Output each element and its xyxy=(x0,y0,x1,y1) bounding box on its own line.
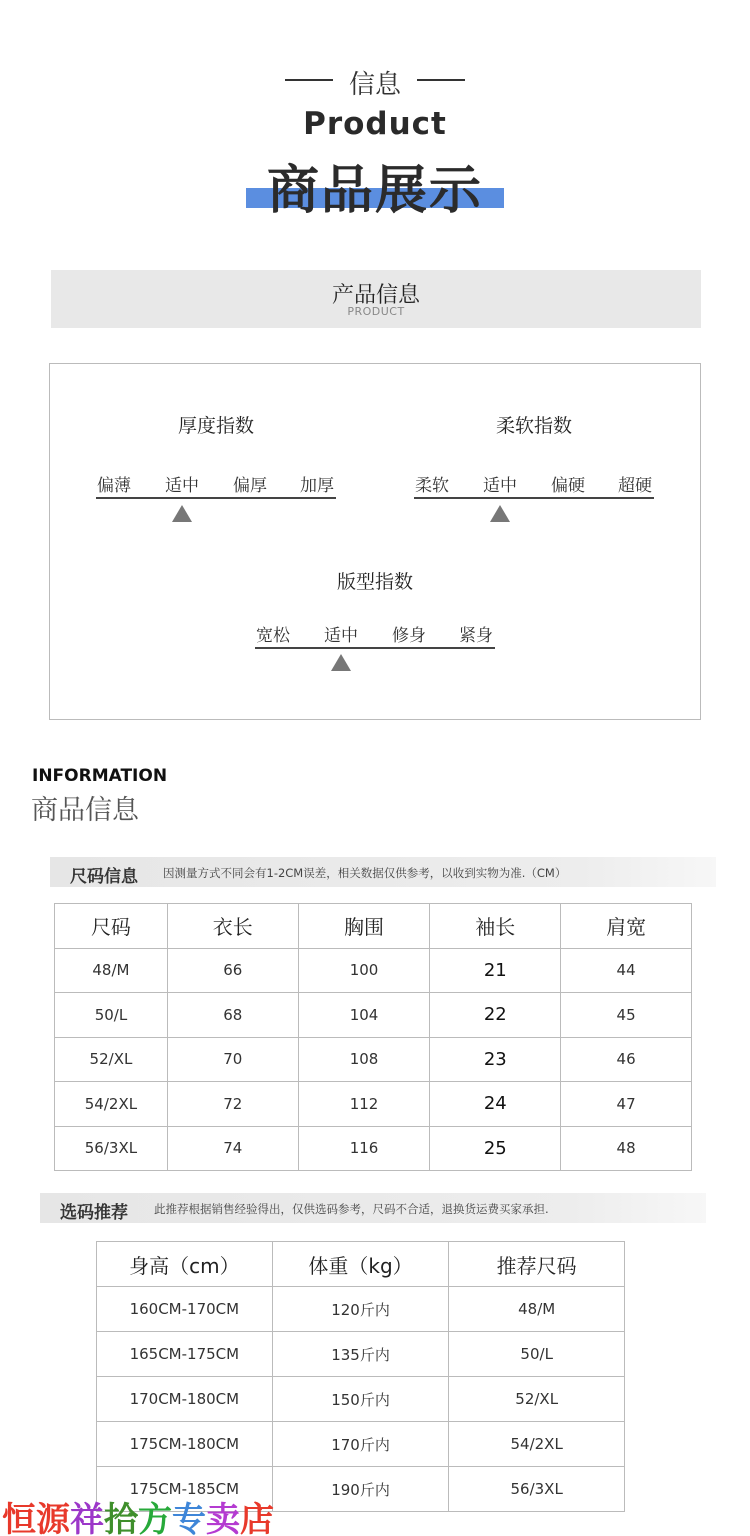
length-cell: 72 xyxy=(167,1082,298,1127)
weight-cell: 170斤内 xyxy=(272,1422,449,1467)
watermark-char: 卖 xyxy=(206,1500,240,1536)
information-english-heading: INFORMATION xyxy=(32,766,168,786)
watermark-char: 源 xyxy=(36,1500,70,1536)
height-cell: 160CM-170CM xyxy=(97,1287,273,1332)
sleeve-cell: 24 xyxy=(430,1082,561,1127)
height-cell: 165CM-175CM xyxy=(97,1332,273,1377)
store-watermark xyxy=(2,1492,274,1536)
weight-cell: 190斤内 xyxy=(272,1467,449,1512)
fit-option: 宽松 xyxy=(256,626,290,646)
softness-option: 柔软 xyxy=(415,476,449,496)
table-row xyxy=(97,1332,625,1377)
recommended-size-cell: 48/M xyxy=(449,1287,625,1332)
chest-cell: 116 xyxy=(298,1126,430,1171)
header-english-title: Product xyxy=(303,106,447,142)
thickness-index-title: 厚度指数 xyxy=(177,415,254,437)
size-cell: 54/2XL xyxy=(55,1082,168,1127)
recommend-table-header-row xyxy=(97,1242,625,1287)
weight-cell: 135斤内 xyxy=(272,1332,449,1377)
recommend-header-cell: 推荐尺码 xyxy=(449,1242,625,1287)
size-table-header-row xyxy=(55,904,692,949)
length-cell: 74 xyxy=(167,1126,298,1171)
banner-subtitle: PRODUCT xyxy=(347,305,405,318)
size-cell: 48/M xyxy=(55,948,168,993)
watermark-char: 恒 xyxy=(2,1500,36,1536)
fit-scale-line xyxy=(255,647,495,649)
size-cell: 50/L xyxy=(55,993,168,1038)
sleeve-cell: 25 xyxy=(430,1126,561,1171)
softness-scale-line xyxy=(414,497,654,499)
recommended-size-cell: 50/L xyxy=(449,1332,625,1377)
length-cell: 66 xyxy=(167,948,298,993)
recommend-note: 此推荐根据销售经验得出，仅供选码参考，尺码不合适，退换货运费买家承担. xyxy=(154,1202,549,1216)
sleeve-cell: 23 xyxy=(430,1037,561,1082)
fit-option: 适中 xyxy=(324,626,358,646)
banner-title: 产品信息 xyxy=(331,283,420,308)
softness-option: 适中 xyxy=(483,476,517,496)
table-row xyxy=(55,1037,692,1082)
watermark-char: 方 xyxy=(138,1500,172,1536)
fit-option: 修身 xyxy=(392,626,426,646)
thickness-marker-icon xyxy=(172,505,192,522)
watermark-char: 拾 xyxy=(104,1500,138,1536)
header-small-title: 信息 xyxy=(348,70,401,100)
size-header-cell: 尺码 xyxy=(55,904,168,949)
fit-index-title: 版型指数 xyxy=(336,571,413,593)
sleeve-cell: 22 xyxy=(430,993,561,1038)
thickness-option: 适中 xyxy=(165,476,199,496)
header-chinese-title: 商品展示 xyxy=(266,161,483,221)
shoulder-cell: 46 xyxy=(561,1037,692,1082)
recommended-size-cell: 54/2XL xyxy=(449,1422,625,1467)
size-cell: 52/XL xyxy=(55,1037,168,1082)
watermark-char: 祥 xyxy=(70,1500,104,1536)
recommend-header-cell: 体重（kg） xyxy=(272,1242,449,1287)
table-row xyxy=(97,1422,625,1467)
shoulder-cell: 47 xyxy=(561,1082,692,1127)
size-info-title: 尺码信息 xyxy=(70,867,138,887)
shoulder-cell: 45 xyxy=(561,993,692,1038)
thickness-scale-line xyxy=(96,497,336,499)
watermark-char: 专 xyxy=(172,1500,206,1536)
recommend-table xyxy=(96,1241,625,1512)
thickness-option: 加厚 xyxy=(300,476,334,496)
product-index-box xyxy=(49,363,701,720)
size-header-cell: 衣长 xyxy=(167,904,298,949)
table-row xyxy=(55,948,692,993)
size-cell: 56/3XL xyxy=(55,1126,168,1171)
weight-cell: 120斤内 xyxy=(272,1287,449,1332)
recommend-title: 选码推荐 xyxy=(60,1203,128,1223)
product-info-banner xyxy=(51,270,701,328)
size-header-cell: 胸围 xyxy=(298,904,430,949)
softness-option: 超硬 xyxy=(618,476,652,496)
size-table xyxy=(54,903,692,1171)
height-cell: 175CM-185CM xyxy=(97,1467,273,1512)
chest-cell: 108 xyxy=(298,1037,430,1082)
softness-option: 偏硬 xyxy=(551,476,585,496)
watermark-char: 店 xyxy=(240,1500,274,1536)
recommended-size-cell: 52/XL xyxy=(449,1377,625,1422)
sleeve-cell: 21 xyxy=(430,948,561,993)
information-chinese-heading: 商品信息 xyxy=(31,795,139,826)
thickness-option: 偏厚 xyxy=(233,476,267,496)
table-row xyxy=(55,1126,692,1171)
length-cell: 70 xyxy=(167,1037,298,1082)
height-cell: 175CM-180CM xyxy=(97,1422,273,1467)
table-row xyxy=(97,1287,625,1332)
shoulder-cell: 44 xyxy=(561,948,692,993)
table-row xyxy=(55,1082,692,1127)
recommend-header-cell: 身高（cm） xyxy=(97,1242,273,1287)
length-cell: 68 xyxy=(167,993,298,1038)
table-row xyxy=(55,993,692,1038)
chest-cell: 100 xyxy=(298,948,430,993)
size-header-cell: 肩宽 xyxy=(561,904,692,949)
softness-marker-icon xyxy=(490,505,510,522)
shoulder-cell: 48 xyxy=(561,1126,692,1171)
size-header-cell: 袖长 xyxy=(430,904,561,949)
size-info-note: 因测量方式不同会有1-2CM误差，相关数据仅供参考，以收到实物为准.（CM） xyxy=(163,866,567,880)
fit-marker-icon xyxy=(331,654,351,671)
fit-option: 紧身 xyxy=(459,626,493,646)
table-row xyxy=(97,1377,625,1422)
chest-cell: 104 xyxy=(298,993,430,1038)
softness-index-title: 柔软指数 xyxy=(495,415,572,437)
recommended-size-cell: 56/3XL xyxy=(449,1467,625,1512)
height-cell: 170CM-180CM xyxy=(97,1377,273,1422)
weight-cell: 150斤内 xyxy=(272,1377,449,1422)
chest-cell: 112 xyxy=(298,1082,430,1127)
watermark-text xyxy=(2,1492,274,1536)
thickness-option: 偏薄 xyxy=(97,476,131,496)
